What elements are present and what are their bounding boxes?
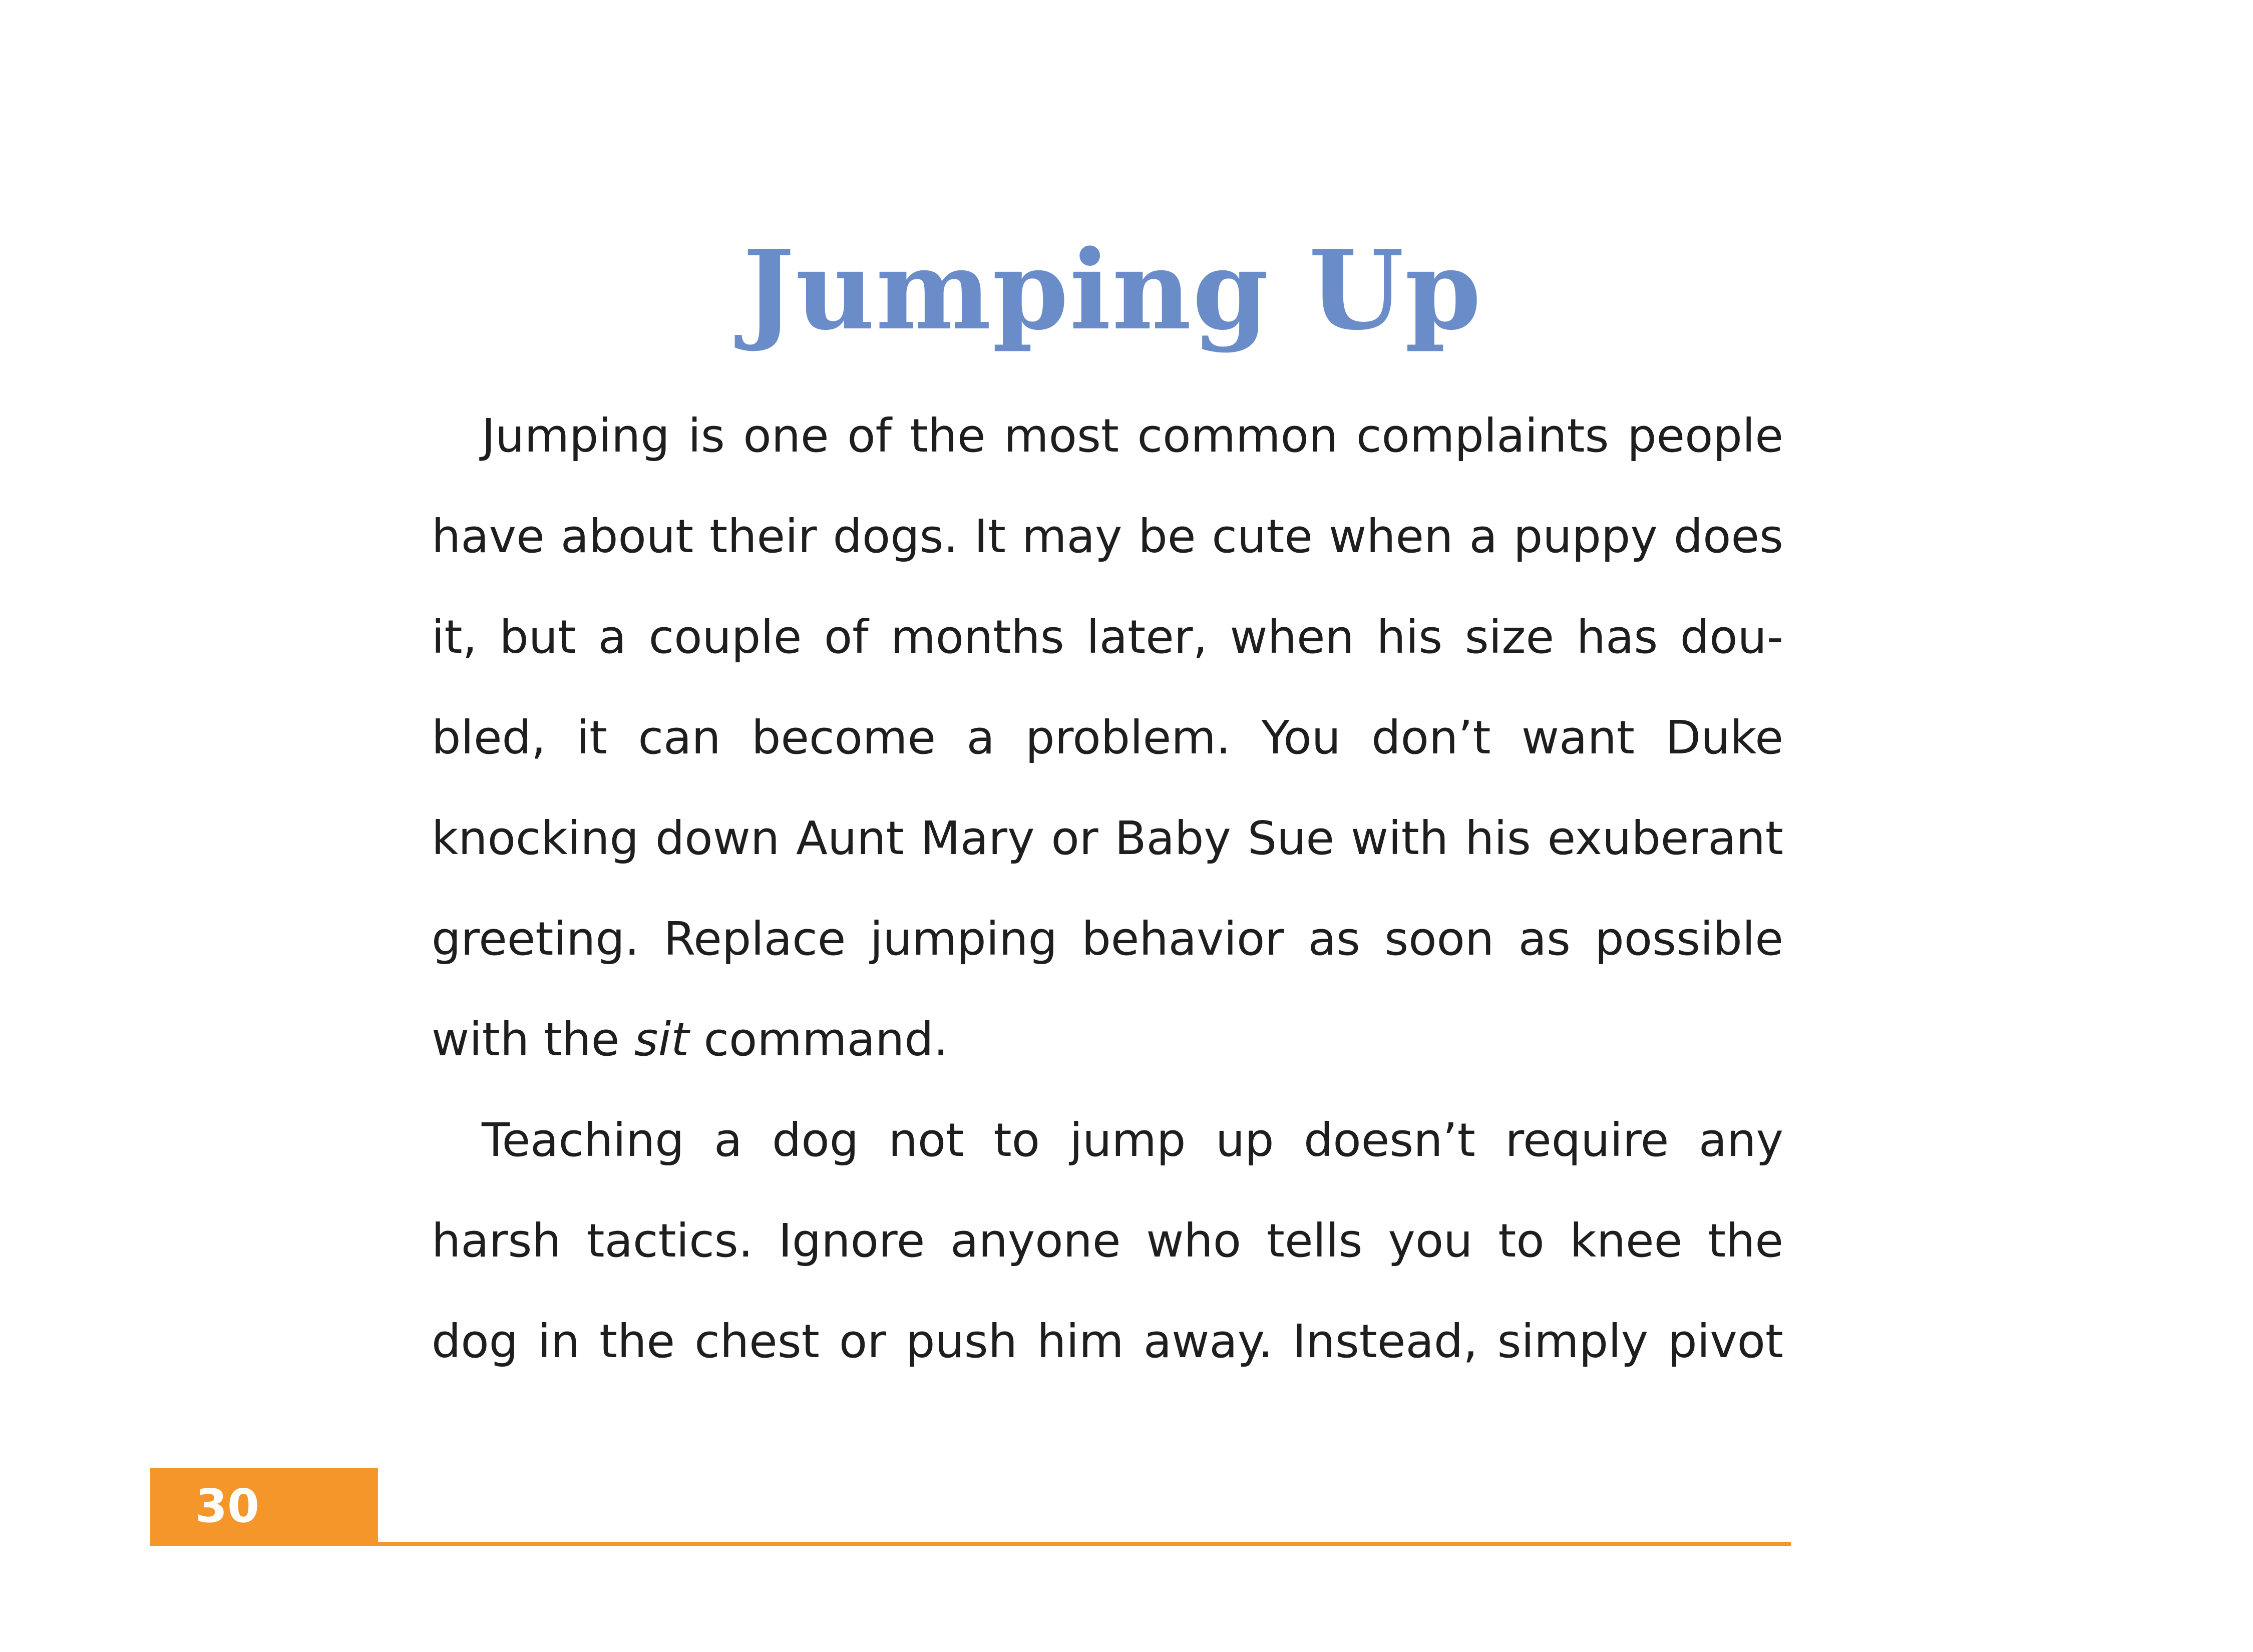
text-line: dog in the chest or push him away. Instead, simply pivot	[432, 1315, 1783, 1368]
page-number-tab	[150, 1468, 378, 1546]
paragraph-2	[432, 1090, 1783, 1392]
paragraph-1	[432, 385, 1783, 1090]
text-line: bled, it can become a problem. You don’t want Duke	[432, 711, 1783, 764]
body-text	[432, 385, 1783, 1392]
text-line: it, but a couple of months later, when his size has dou-	[432, 610, 1783, 664]
text-line: have about their dogs. It may be cute when a puppy does	[432, 510, 1783, 563]
footer-rule	[378, 1542, 1791, 1546]
text-line	[432, 385, 1783, 486]
text-line-content: Teaching a dog not to jump up doesn’t require any	[482, 1113, 1783, 1167]
text-line	[432, 1090, 1783, 1190]
text-line-content: Jumping is one of the most common complaints people	[482, 409, 1783, 463]
text-line	[432, 989, 1783, 1090]
emphasized-command: sit	[634, 1013, 689, 1066]
text-line-prefix: with the	[432, 1013, 634, 1066]
text-line-suffix: command.	[689, 1013, 948, 1066]
text-line: harsh tactics. Ignore anyone who tells you to knee the	[432, 1214, 1783, 1268]
text-line: knocking down Aunt Mary or Baby Sue with his exuberant	[432, 811, 1783, 865]
page-title: Jumping Up	[742, 226, 1482, 354]
page-number: 30	[195, 1479, 260, 1533]
text-line: greeting. Replace jumping behavior as soon as possible	[432, 912, 1783, 966]
